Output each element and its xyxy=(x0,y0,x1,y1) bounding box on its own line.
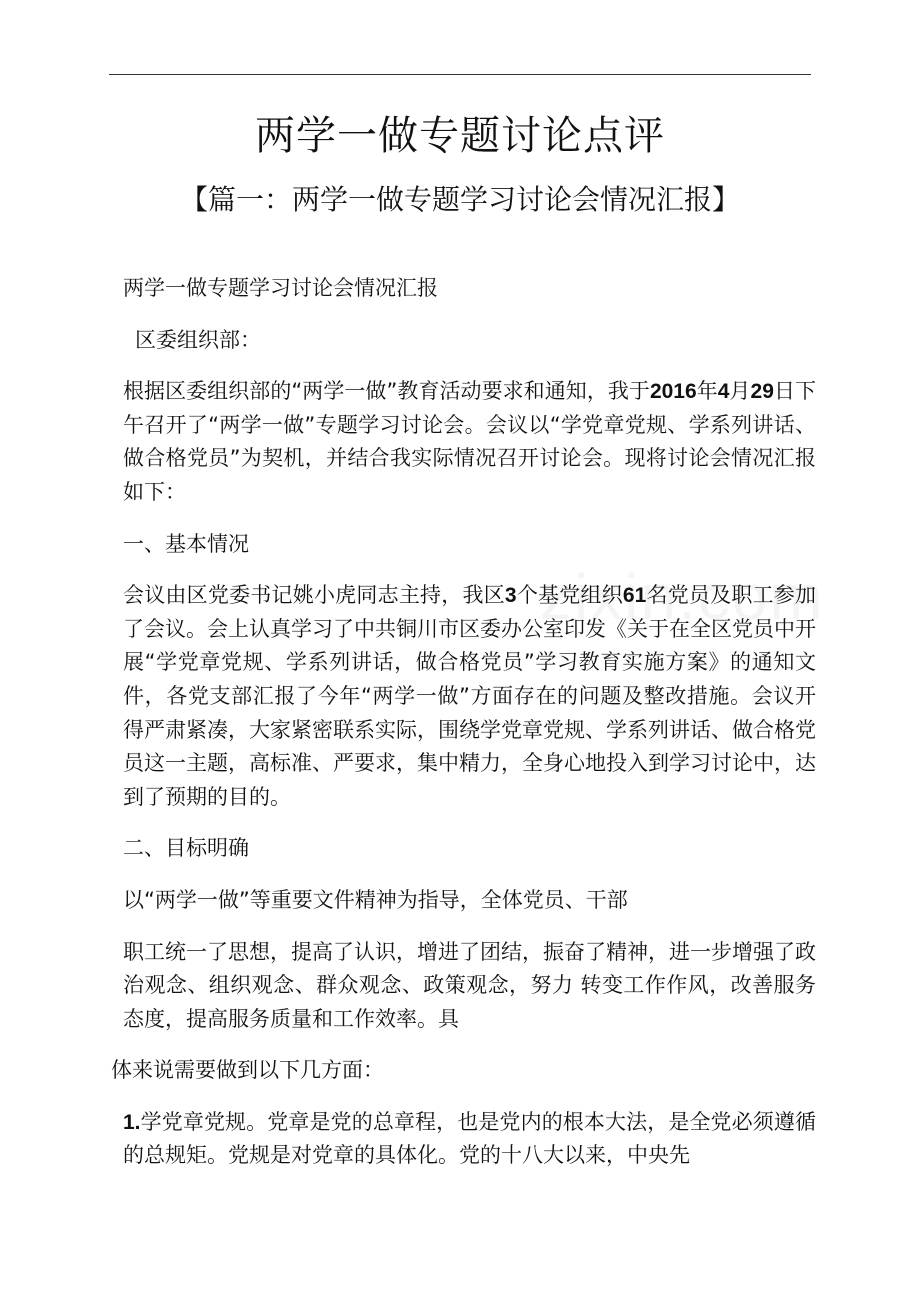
intro-year: 2016 xyxy=(649,380,697,404)
section2-paragraph: 职工统一了思想，提高了认识，增进了团结，振奋了精神，进一步增强了政治观念、组织观念、群众观念、政策观念，努力 转变工作作风，改善服务态度，提高服务质量和工作效率。具 xyxy=(123,939,816,1031)
intro-day: 29 xyxy=(750,380,774,404)
header-rule xyxy=(109,74,811,75)
intro-text-a: 根据区委组织部的“两学一做”教育活动要求和通知，我于 xyxy=(123,379,650,404)
intro-text-c: 月 xyxy=(729,379,751,404)
section2-heading: 二、目标明确 xyxy=(123,836,249,861)
section2-line1: 以“两学一做”等重要文件精神为指导，全体党员、干部 xyxy=(123,887,628,912)
section1-heading: 一、基本情况 xyxy=(123,531,249,556)
section1-text-c: 名党员及职工参加了会议。会上认真学习了中共铜川市区委办公室印发《关于在全区党员中开展“学党章党规、学系列讲话，做合格党员”学习教育实施方案》的通知文件，各党支部汇报了今年“两学一做”方面存在的问题及整改措施。会议开得严肃紧凑，大家紧密联系实际，围绕学党章党规、学系列讲话、做合格党员这一主题，高标准、严要求，集中精力，全身心地投入到学习讨论中，达到了预期的目的。 xyxy=(123,583,817,809)
intro-text-b: 年 xyxy=(696,379,718,404)
report-title: 两学一做专题学习讨论会情况汇报 xyxy=(123,276,438,300)
section2-line3: 体来说需要做到以下几方面： xyxy=(111,1058,384,1083)
section1-text-b: 个基党组织 xyxy=(516,583,623,608)
document-body xyxy=(111,272,816,1173)
intro-month: 4 xyxy=(717,380,730,404)
section1-text-a: 会议由区党委书记姚小虎同志主持，我区 xyxy=(123,583,505,608)
addressee: 区委组织部： xyxy=(135,327,261,352)
document-title: 两学一做专题讨论点评 xyxy=(255,113,665,159)
org-count: 3 xyxy=(504,584,517,608)
member-count: 61 xyxy=(622,584,647,608)
item1-text: 学党章党规。党章是党的总章程，也是党内的根本大法，是全党必须遵循的总规矩。党规是对党章的具体化。党的十八大以来，中央先 xyxy=(123,1109,816,1168)
document-subtitle: 【篇一：两学一做专题学习讨论会情况汇报】 xyxy=(179,183,740,216)
intro-paragraph xyxy=(111,375,816,509)
item1-paragraph xyxy=(111,1106,816,1173)
intro-text-d: 日下午召开了“两学一做”专题学习讨论会。会议以“学党章党规、学系列讲话、做合格党员”为契机，并结合我实际情况召开讨论会。现将讨论会情况汇报如下： xyxy=(123,379,816,504)
section1-paragraph xyxy=(111,579,816,814)
item1-number: 1. xyxy=(123,1110,141,1134)
